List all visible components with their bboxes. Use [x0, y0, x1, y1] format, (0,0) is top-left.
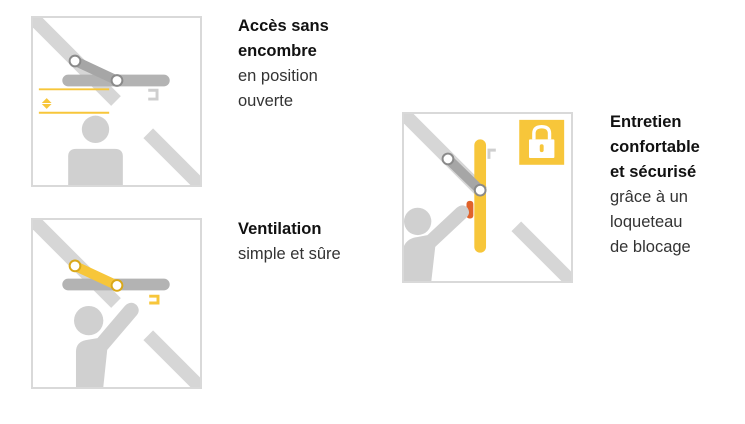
caption-desc-line: simple et sûre: [238, 245, 341, 263]
caption-desc-line: ouverte: [238, 92, 294, 110]
pivot-point: [112, 280, 123, 291]
ventilation-diagram: [33, 220, 200, 387]
handle-mark: [148, 90, 157, 99]
caption-title-line: Ventilation: [238, 220, 322, 238]
caption-desc-line: en position: [238, 67, 318, 85]
pivot-point: [112, 75, 123, 86]
hinge-point: [70, 261, 81, 272]
roof-slope-lower: [148, 133, 200, 185]
diagram-open-position: [31, 16, 202, 187]
maintenance-lock-diagram: [404, 114, 571, 281]
handle-mark-active: [149, 296, 158, 303]
pivot-point: [475, 185, 486, 196]
arrow-up-icon: [42, 98, 52, 103]
caption-title-line: et sécurisé: [610, 163, 697, 181]
caption-title-line: Accès sans: [238, 17, 329, 35]
caption-ventilation: [238, 217, 341, 267]
handle-mark: [489, 150, 496, 159]
caption-title-line: Entretien: [610, 113, 682, 131]
caption-desc-line: grâce à un: [610, 188, 688, 206]
caption-open-position: [238, 14, 329, 114]
person-body: [68, 149, 123, 185]
roof-slope-lower: [148, 335, 200, 387]
person-head: [404, 208, 431, 235]
open-window-diagram: [33, 18, 200, 185]
diagram-ventilation: [31, 218, 202, 389]
person-head: [82, 116, 109, 143]
hinge-point: [70, 56, 81, 67]
hinge-point: [443, 154, 454, 165]
caption-title-line: confortable: [610, 138, 700, 156]
person-head: [74, 306, 103, 335]
padlock-keyhole: [540, 144, 544, 152]
diagram-maintenance-locked: [402, 112, 573, 283]
arrow-down-icon: [42, 104, 52, 109]
caption-desc-line: de blocage: [610, 238, 691, 256]
caption-desc-line: loqueteau: [610, 213, 683, 231]
caption-title-line: encombre: [238, 42, 317, 60]
roof-slope-lower: [516, 226, 571, 281]
caption-maintenance: [610, 110, 700, 260]
